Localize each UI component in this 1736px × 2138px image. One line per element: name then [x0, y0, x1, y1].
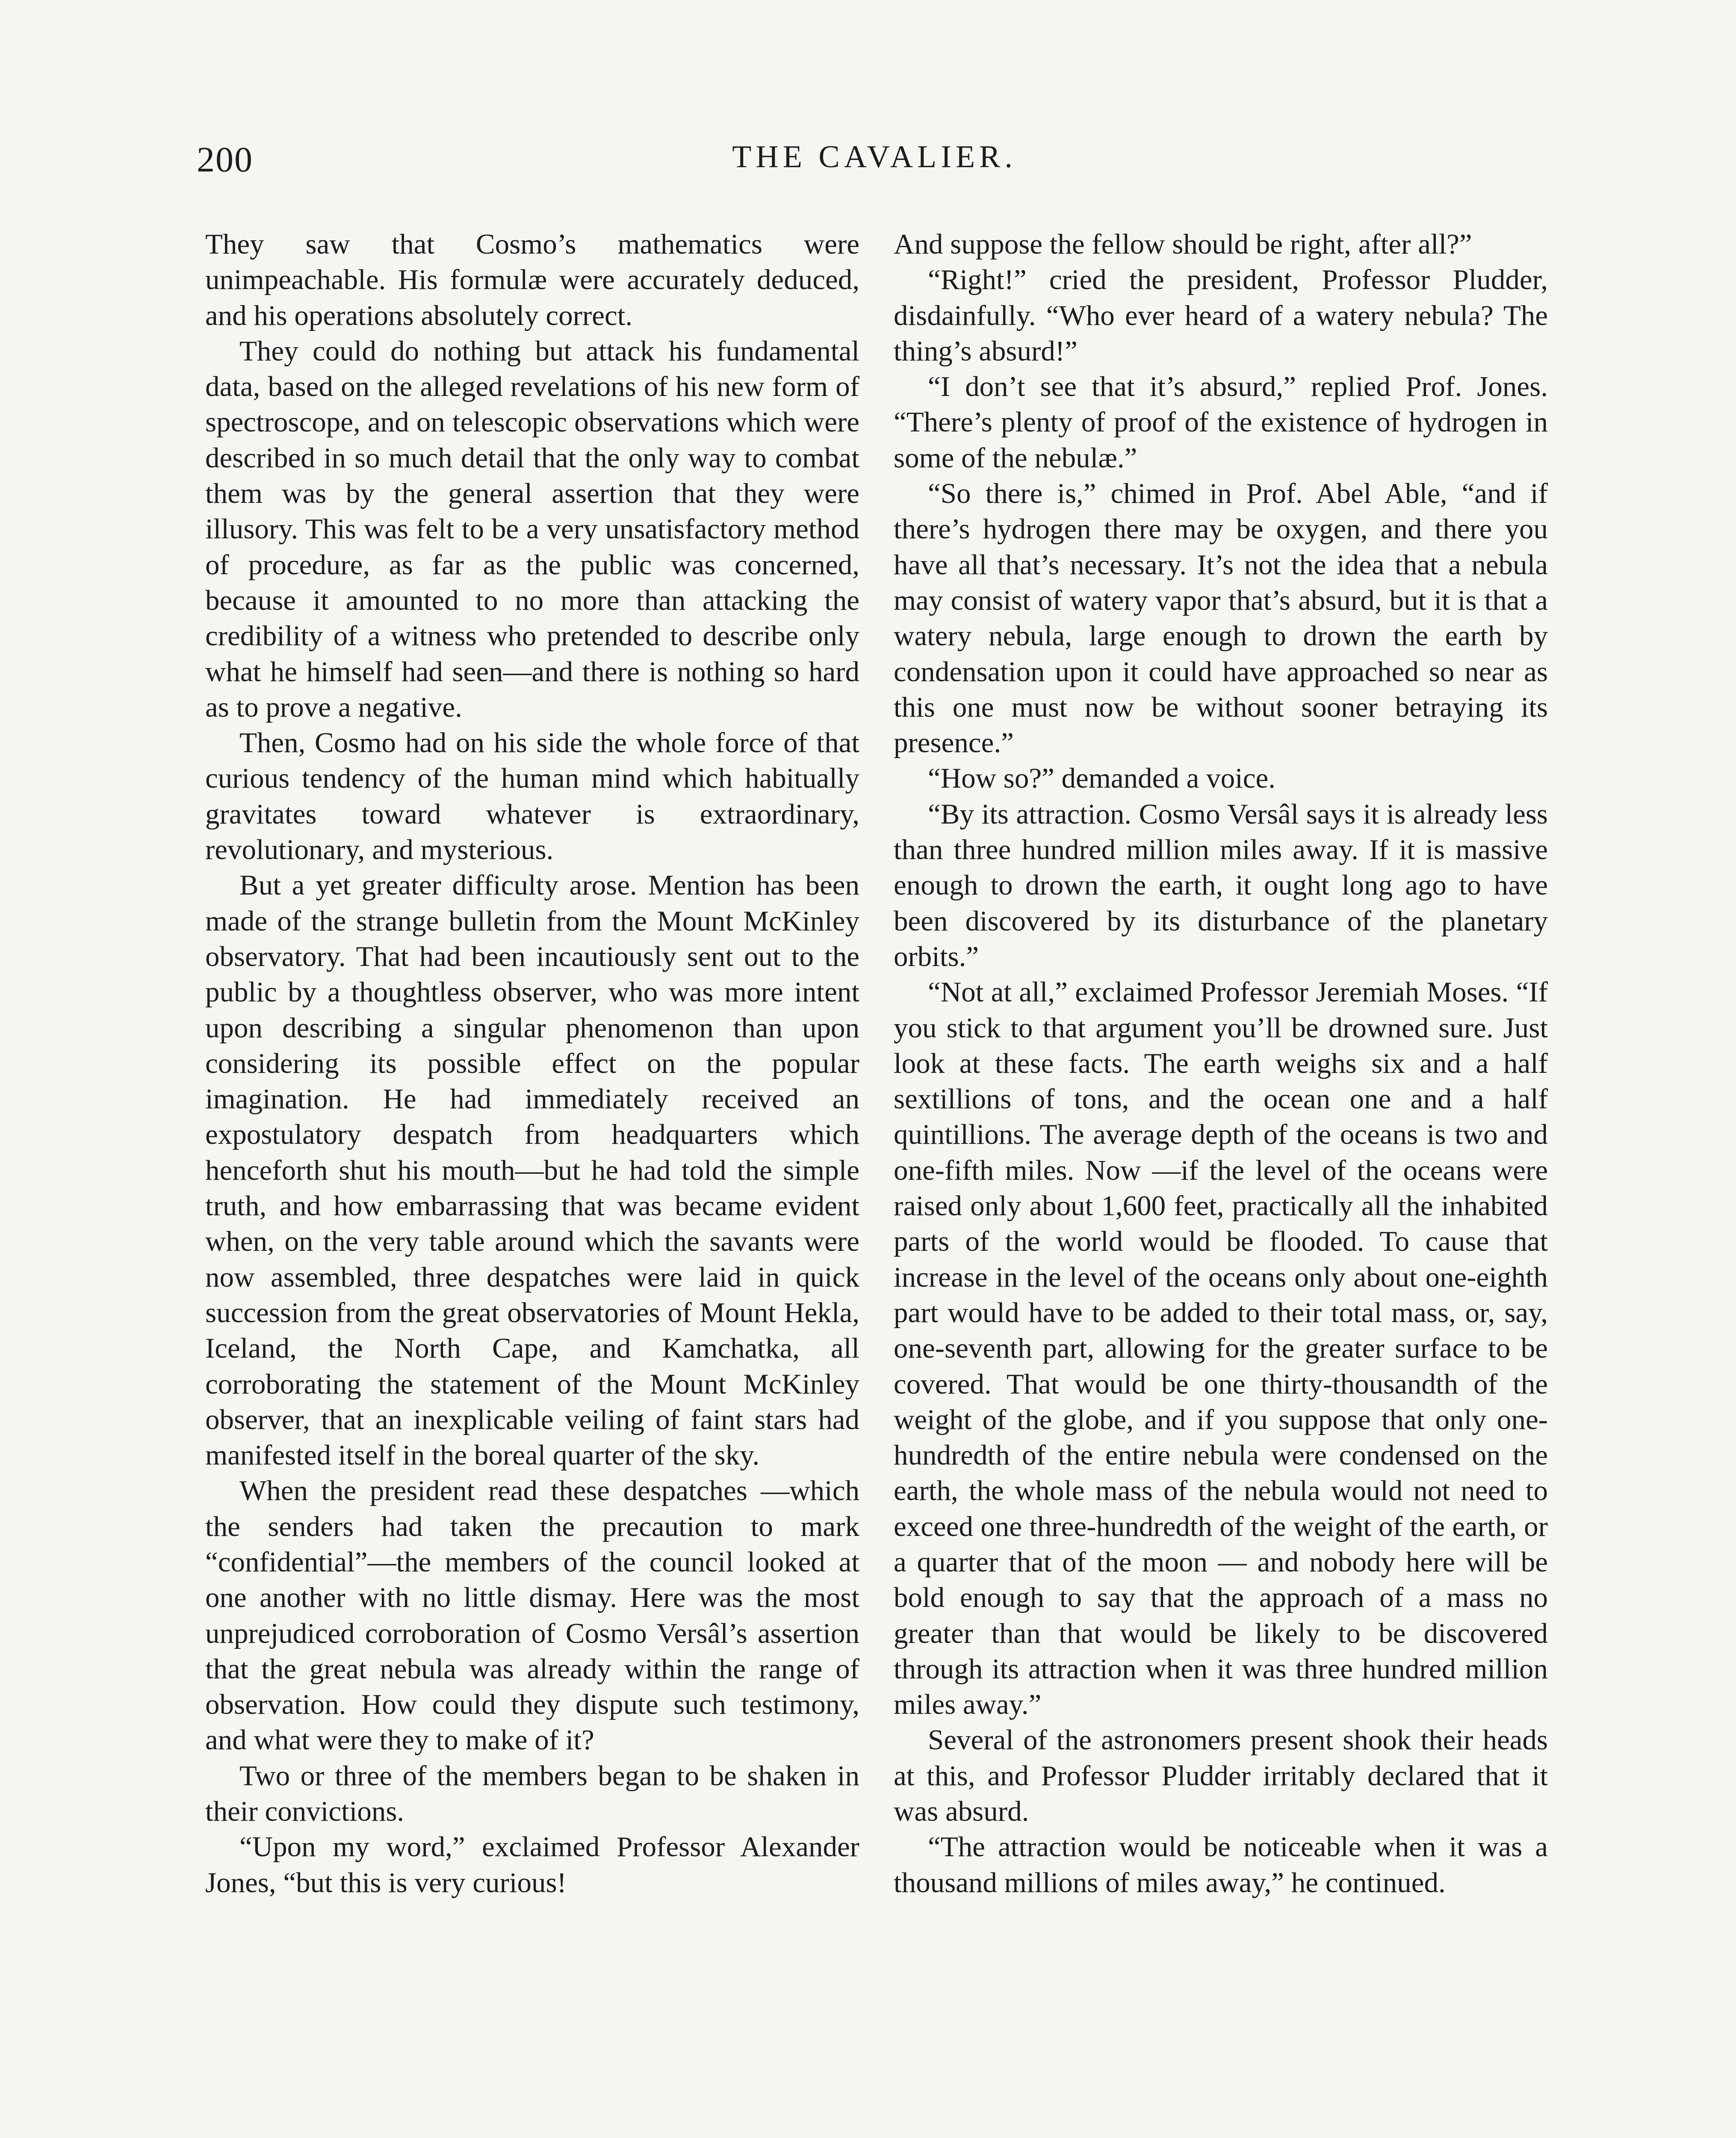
paragraph: When the president read these despatches —which the senders had taken the precaution to mark “confidential”—the members of the council looked at one another with no little dismay. Here was the most unprejudiced corroboration of Cosmo Versâl’s assertion that the great nebula was already within the range of observation. How could they dispute such testimony, and what were they to make of it? — [205, 1475, 859, 1756]
paragraph: “So there is,” chimed in Prof. Abel Able, “and if there’s hydrogen there may be oxygen, and there you have all that’s necessary. It’s not the idea that a nebula may consist of watery vapor that’s absurd, but it is that a watery nebula, large enough to drown the earth by condensation upon it could have approached so near as this one must now be without sooner betraying its presence.” — [894, 478, 1548, 759]
paragraph: They saw that Cosmo’s mathematics were unimpeachable. His formulæ were accurately deduced, and his operations absolutely correct. — [205, 228, 859, 331]
paragraph: “By its attraction. Cosmo Versâl says it is already less than three hundred million miles away. If it is massive enough to drown the earth, it ought long ago to have been discovered by its disturbance of the planetary orbits.” — [894, 798, 1548, 972]
running-title: THE CAVALIER. — [732, 139, 1017, 174]
paragraph: “Right!” cried the president, Professor Pludder, disdainfully. “Who ever heard of a watery nebula? The thing’s absurd!” — [894, 264, 1548, 367]
paragraph: “Upon my word,” exclaimed Professor Alexander Jones, “but this is very curious! — [205, 1831, 859, 1899]
page-number: 200 — [197, 140, 253, 180]
paragraph: Several of the astronomers present shook their heads at this, and Professor Pludder irritably declared that it was absurd. — [894, 1724, 1548, 1828]
paragraph: “Not at all,” exclaimed Professor Jeremiah Moses. “If you stick to that argument you’ll be drowned sure. Just look at these facts. The earth weighs six and a half sextillions of tons, and the ocean one and a half quintillions. The average depth of the oceans is two and one-fifth miles. Now —if the level of the oceans were raised only about 1,600 feet, practically all the inhabited parts of the world would be flooded. To cause that increase in the level of the oceans only about one-eighth part would have to be added to their total mass, or, say, one-seventh part, allowing for the greater surface to be covered. That would be one thirty-thousandth of the weight of the globe, and if you suppose that only one-hundredth of the entire nebula were condensed on the earth, the whole mass of the nebula would not need to exceed one three-hundredth of the weight of the earth, or a quarter that of the moon — and nobody here will be bold enough to say that the approach of a mass no greater than that would be likely to be discovered through its attraction when it was three hundred million miles away.” — [894, 976, 1548, 1721]
paragraph: “I don’t see that it’s absurd,” replied Prof. Jones. “There’s plenty of proof of the existence of hydrogen in some of the nebulæ.” — [894, 371, 1548, 474]
left-column — [205, 227, 859, 1901]
paragraph: Then, Cosmo had on his side the whole force of that curious tendency of the human mind which habitually gravitates toward whatever is extraordinary, revolutionary, and mysterious. — [205, 727, 859, 866]
right-column — [894, 227, 1548, 1901]
paragraph: “The attraction would be noticeable when it was a thousand millions of miles away,” he continued. — [894, 1831, 1548, 1899]
paragraph: They could do nothing but attack his fundamental data, based on the alleged revelations of his new form of spectroscope, and on telescopic observations which were described in so much detail that the only way to combat them was by the general assertion that they were illusory. This was felt to be a very unsatisfactory method of procedure, as far as the public was concerned, because it amounted to no more than attacking the credibility of a witness who pretended to describe only what he himself had seen—and there is nothing so hard as to prove a negative. — [205, 335, 859, 723]
page-header — [197, 139, 1552, 195]
paragraph: Two or three of the members began to be shaken in their convictions. — [205, 1760, 859, 1828]
paragraph: “How so?” demanded a voice. — [928, 762, 1275, 794]
continued-paragraph: And suppose the fellow should be right, after all?” — [894, 228, 1472, 260]
paragraph: But a yet greater difficulty arose. Mention has been made of the strange bulletin from the Mount McKinley observatory. That had been incautiously sent out to the public by a thoughtless observer, who was more intent upon describing a singular phenomenon than upon considering its possible effect on the popular imagination. He had immediately received an expostulatory despatch from headquarters which henceforth shut his mouth—but he had told the simple truth, and how embarrassing that was became evident when, on the very table around which the savants were now assembled, three despatches were laid in quick succession from the great observatories of Mount Hekla, Iceland, the North Cape, and Kamchatka, all corroborating the statement of the Mount McKinley observer, that an inexplicable veiling of faint stars had manifested itself in the boreal quarter of the sky. — [205, 869, 859, 1471]
